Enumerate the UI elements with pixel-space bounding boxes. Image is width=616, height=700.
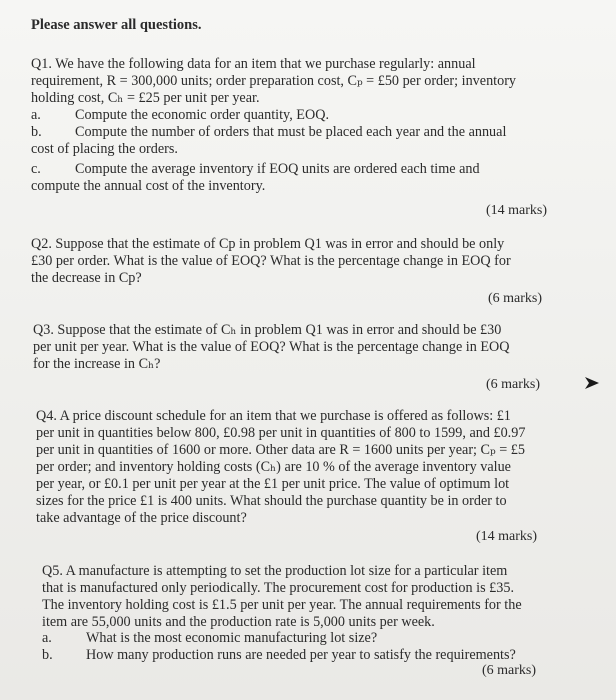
- q2-line-1: Q2. Suppose that the estimate of Cp in problem Q1 was in error and should be only: [31, 236, 505, 252]
- q4-line-4: per order; and inventory holding costs (Cₕ) are 10 % of the average inventory value: [36, 459, 511, 475]
- q5-line-4: item are 55,000 units and the production rate is 5,000 units per week.: [42, 614, 435, 630]
- q1-marks: (14 marks): [486, 203, 548, 218]
- cursor-arrow-icon: [584, 376, 600, 390]
- q3-line-1: Q3. Suppose that the estimate of Cₕ in problem Q1 was in error and should be £30: [33, 322, 502, 338]
- q2-line-3: the decrease in Cp?: [31, 270, 142, 286]
- q4-line-1: Q4. A price discount schedule for an item that we purchase is offered as follows: £1: [36, 408, 511, 424]
- q5-marks: (6 marks): [482, 663, 537, 678]
- q4-line-6: sizes for the price £1 is 400 units. What should the purchase quantity be in order to: [36, 493, 507, 509]
- q5-b-text: How many production runs are needed per year to satisfy the requirements?: [86, 647, 516, 663]
- q1-c-continued: compute the annual cost of the inventory.: [31, 178, 266, 194]
- q3-line-3: for the increase in Cₕ?: [33, 356, 161, 372]
- q1-b-label: b.: [31, 124, 42, 140]
- q5-b-label: b.: [42, 647, 53, 663]
- q4-line-3: per unit in quantities of 1600 or more. Other data are R = 1600 units per year; Cₚ = £5: [36, 442, 525, 458]
- q2-marks: (6 marks): [488, 291, 543, 306]
- q3-line-2: per unit per year. What is the value of EOQ? What is the percentage change in EOQ: [33, 339, 510, 355]
- q1-line-3: holding cost, Cₕ = £25 per unit per year.: [31, 90, 260, 106]
- q5-line-1: Q5. A manufacture is attempting to set the production lot size for a particular item: [42, 563, 508, 579]
- q5-line-3: The inventory holding cost is £1.5 per unit per year. The annual requirements for the: [42, 597, 522, 613]
- q4-line-7: take advantage of the price discount?: [36, 510, 247, 526]
- q4-marks: (14 marks): [476, 529, 538, 544]
- q4-line-2: per unit in quantities below 800, £0.98 per unit in quantities of 800 to 1599, and £0.97: [36, 425, 526, 441]
- q1-b-continued: cost of placing the orders.: [31, 141, 178, 157]
- q5-a-text: What is the most economic manufacturing lot size?: [86, 630, 378, 646]
- q2-line-2: £30 per order. What is the value of EOQ? What is the percentage change in EOQ for: [31, 253, 511, 269]
- q1-a-label: a.: [31, 107, 41, 123]
- q5-a-label: a.: [42, 630, 52, 646]
- page-heading: Please answer all questions.: [31, 17, 202, 33]
- q1-line-2: requirement, R = 300,000 units; order preparation cost, Cₚ = £50 per order; inventory: [31, 73, 517, 89]
- q1-a-text: Compute the economic order quantity, EOQ.: [75, 107, 329, 123]
- q1-b-text: Compute the number of orders that must be placed each year and the annual: [75, 124, 507, 140]
- q1-c-label: c.: [31, 161, 41, 177]
- q1-c-text: Compute the average inventory if EOQ units are ordered each time and: [75, 161, 480, 177]
- q3-marks: (6 marks): [486, 377, 541, 392]
- q4-line-5: per year, or £0.1 per unit per year at the £1 per unit price. The value of optimum lot: [36, 476, 510, 492]
- q5-line-2: that is manufactured only periodically. The procurement cost for production is £35.: [42, 580, 514, 596]
- q1-line-1: Q1. We have the following data for an item that we purchase regularly: annual: [31, 56, 476, 72]
